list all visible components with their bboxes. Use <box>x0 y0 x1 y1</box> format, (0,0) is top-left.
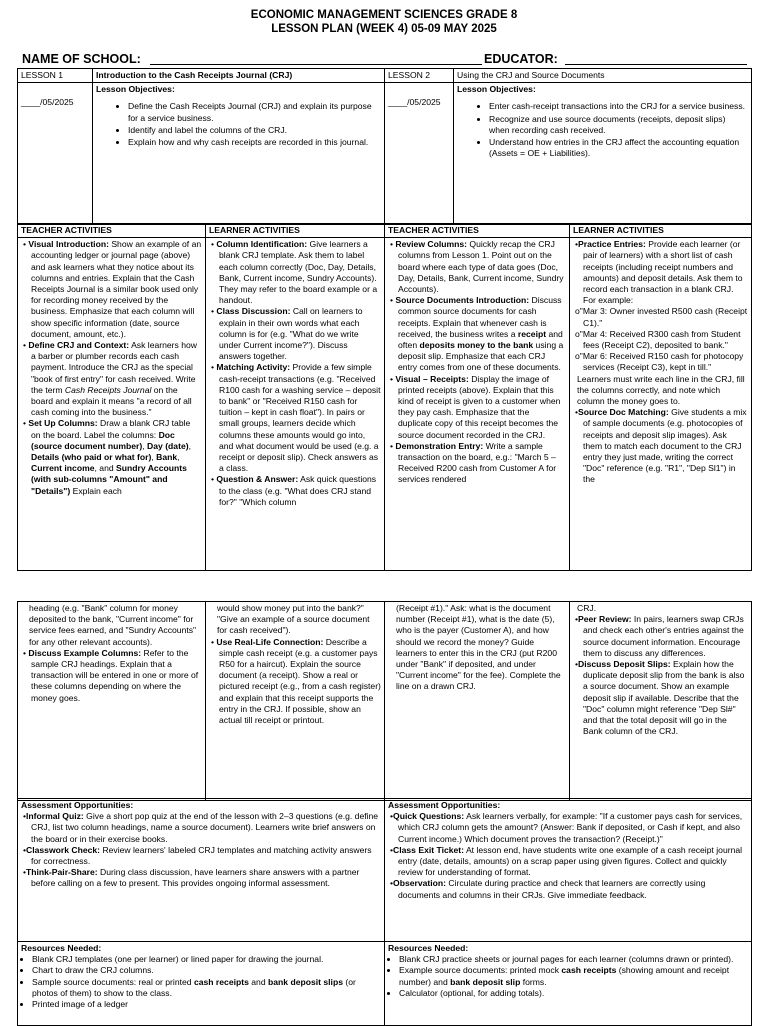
activities-table-bottom <box>17 601 752 801</box>
resources-label: Resources Needed: <box>21 943 102 953</box>
resource-item: • Sample source documents: real or printed cash receipts and bank deposit slips (or photos of them) to show to the class. <box>32 977 381 999</box>
document-subtitle: LESSON PLAN (WEEK 4) 05-09 MAY 2025 <box>271 23 497 35</box>
objective-item: • Understand how entries in the CRJ affect the accounting equation (Assets = OE + Liabilities). <box>489 137 748 159</box>
lesson1-teacher-activities <box>18 238 206 571</box>
activity-item: • Review Columns: Quickly recap the CRJ columns from Lesson 1. Point out on the board where each type of data goes (Doc, Day, Details, Bank, Current income, Sundry Accounts). <box>390 239 564 295</box>
assessment-label: Assessment Opportunities: <box>388 800 501 810</box>
school-name-field[interactable] <box>150 64 482 65</box>
activity-item: • Set Up Columns: Draw a blank CRJ table on the board. Label the columns: Doc (source document number), Day (date), Details (who paid or what for), Bank, Current income, and Sundry Accounts (with sub-columns "Amount" and "Details") Explain each <box>23 418 191 496</box>
activity-item: •Peer Review: In pairs, learners swap CRJs and check each other's entries against the source document information. Encourage them to discuss any differences. <box>575 614 744 658</box>
resource-item: • Chart to draw the CRJ columns. <box>32 965 381 976</box>
lesson1-assessment <box>18 799 385 942</box>
activity-note: Learners must write each line in the CRJ, fill the columns correctly, and note which column the money goes to. <box>577 373 745 407</box>
activity-item: • Visual – Receipts: Display the image of printed receipts (above). Explain that this kind of receipt is given to a customer when they pay cash. Emphasize that the duplicate copy of this receipt becomes the source document recorded in the CRJ. <box>390 373 561 440</box>
resource-item: • Example source documents: printed mock cash receipts (showing amount and receipt number) and bank deposit slip forms. <box>399 965 748 987</box>
activity-item: • Visual Introduction: Show an example of an accounting ledger or journal page (above) and ask learners what they notice about its columns and entries. Explain that the Cash Receipts Journal is a similar book used only for recording money received by the business. Emphasize that each column will show specific information (date, source document, amount, etc.). <box>23 239 202 339</box>
lesson2-label: LESSON 2 <box>385 69 454 83</box>
objectives-label: Lesson Objectives: <box>96 84 175 95</box>
educator-label: EDUCATOR: <box>484 52 558 66</box>
resources-label: Resources Needed: <box>388 943 469 953</box>
lesson1-date[interactable]: ____/05/2025 <box>18 83 93 225</box>
activity-continuation: CRJ. <box>577 603 597 613</box>
objective-item: • Define the Cash Receipts Journal (CRJ) and explain its purpose for a service business. <box>128 101 381 123</box>
activity-item: •Source Doc Matching: Give students a mix of sample documents (e.g. photocopies of receipts and deposit slip images). Ask them to match each document to the CRJ entry they just made, writing the correct "Doc" reference (e.g. "R1", "Dep Sl1") in the <box>575 407 747 485</box>
lesson2-resources <box>385 942 752 1026</box>
lesson2-learner-activities <box>570 238 752 571</box>
assessment-item: •Think-Pair-Share: During class discussion, have learners share answers with a partner before calling on a few to present. This provides ongoing informal assessment. <box>23 867 360 889</box>
example-item: o"Mar 3: Owner invested R500 cash (Receipt C1)." <box>575 306 748 328</box>
document-title: ECONOMIC MANAGEMENT SCIENCES GRADE 8 <box>250 9 518 21</box>
objective-item: • Explain how and why cash receipts are recorded in this journal. <box>128 137 381 148</box>
objective-item: • Recognize and use source documents (receipts, deposit slips) when recording cash received. <box>489 114 748 136</box>
assessment-label: Assessment Opportunities: <box>21 800 134 810</box>
activity-continuation: heading (e.g. "Bank" column for money deposited to the bank, "Current income" for service fees earned, and "Sundry Accounts" for any other relevant accounts). <box>29 603 197 647</box>
lesson2-teacher-activities-cont <box>385 602 570 801</box>
activity-item: • Column Identification: Give learners a blank CRJ template. Ask them to label each column correctly (Doc, Day, Details, Bank, Current income, Sundry Accounts). They may refer to the board example or a handout. <box>211 239 378 306</box>
objectives-label: Lesson Objectives: <box>457 84 536 95</box>
lesson2-objectives <box>454 83 752 225</box>
assessment-item: •Observation: Circulate during practice and check that learners are correctly using documents and columns in their CRJs. Give immediate feedback. <box>390 878 706 900</box>
objective-item: • Identify and label the columns of the CRJ. <box>128 125 381 136</box>
activity-item: • Use Real-Life Connection: Describe a simple cash receipt (e.g. a customer pays R50 for a haircut). Explain the source document (a receipt). Show a real or pictured receipt (e.g., from a cash register) and explain that this receipt supports the entry in the CRJ. If possible, show an actual till receipt or printout. <box>211 636 381 726</box>
activity-item: • Source Documents Introduction: Discuss common source documents for cash receipts. Explain that whenever cash is received, the business writes a receipt and often deposits money to the bank using a deposit slip. Emphasize that each CRJ entry comes from one of these documents. <box>390 295 564 373</box>
teacher-activities-header: TEACHER ACTIVITIES <box>385 224 570 238</box>
lesson2-teacher-activities <box>385 238 570 571</box>
lesson1-learner-activities-cont <box>206 602 385 801</box>
assessment-resources-table <box>17 798 752 1026</box>
lesson1-label: LESSON 1 <box>18 69 93 83</box>
activity-item: • Matching Activity: Provide a few simple cash-receipt transactions (e.g. "Received R100 cash for a washing service – deposit to bank" or "Received R150 cash for tuition – kept in cash float"). In pairs or small groups, learners decide which columns these amounts would go into, and what document would be used (e.g. a receipt or deposit slip). Check answers as a class. <box>211 362 381 474</box>
objective-item: • Enter cash-receipt transactions into the CRJ for a service business. <box>489 101 748 112</box>
lesson1-title: Introduction to the Cash Receipts Journal (CRJ) <box>93 69 385 83</box>
activity-item: •Discuss Deposit Slips: Explain how the duplicate deposit slip from the bank is also a source document. Show an example deposit slip if available. Describe that the "Doc" column might reference "Dep Sl#" and that the total deposit will go in the Bank column of the CRJ. <box>575 659 745 737</box>
lesson2-assessment <box>385 799 752 942</box>
assessment-item: •Classwork Check: Review learners' labeled CRJ templates and matching activity answers for correctness. <box>23 844 372 867</box>
assessment-item: •Informal Quiz: Give a short pop quiz at the end of the lesson with 2–3 questions (e.g. define CRJ, list two column headings, name a source document). Learners write brief answers on the board or in their exercise books. <box>23 811 379 844</box>
lesson1-resources <box>18 942 385 1026</box>
school-label: NAME OF SCHOOL: <box>22 52 141 66</box>
activity-item: • Define CRJ and Context: Ask learners how a barber or plumber records each cash payment. Introduce the CRJ as the special "book of first entry" for cash received. Write the term Cash Receipts Journal on the board and explain it means "a record of all cash coming into the business." <box>23 340 197 418</box>
activity-item: •Practice Entries: Provide each learner (or pair of learners) with a short list of cash receipts (including receipt numbers and amounts) and deposit details. Ask them to record each transaction in a blank CRJ. For example: <box>575 239 743 306</box>
assessment-item: •Class Exit Ticket: At lesson end, have students write one example of a cash receipt journal entry (date, details, amounts) on a scrap paper using given figures. Collect and quickly review for understanding of format. <box>390 844 743 878</box>
resource-item: • Printed image of a ledger <box>32 999 381 1010</box>
resource-item: • Calculator (optional, for adding totals). <box>399 988 748 999</box>
lesson1-learner-activities <box>206 238 385 571</box>
lesson1-teacher-activities-cont <box>18 602 206 801</box>
lesson2-date[interactable]: ____/05/2025 <box>385 83 454 225</box>
activity-continuation: would show money put into the bank?" "Give an example of a source document for cash received"). <box>217 603 370 636</box>
activities-table-top <box>17 223 752 571</box>
learner-activities-header: LEARNER ACTIVITIES <box>206 224 385 238</box>
lesson2-learner-activities-cont <box>570 602 752 801</box>
teacher-activities-header: TEACHER ACTIVITIES <box>18 224 206 238</box>
learner-activities-header: LEARNER ACTIVITIES <box>570 224 752 238</box>
assessment-item: •Quick Questions: Ask learners verbally, for example: "If a customer pays cash for services, which CRJ column gets the amount? (Answer: Bank if deposited, or Cash if kept, and also Current income.) Which document proves the transaction? (Receipt.)" <box>390 811 743 844</box>
activity-item: • Discuss Example Columns: Refer to the sample CRJ headings. Explain that a transaction will be entered in one or more of these columns depending on where the money goes. <box>23 647 199 703</box>
educator-name-field[interactable] <box>565 64 747 65</box>
example-item: o"Mar 4: Received R300 cash from Student fees (Receipt C2), deposited to bank." <box>575 328 741 351</box>
activity-item: • Question & Answer: Ask quick questions to the class (e.g. "What does CRJ stand for?" "Which column <box>211 474 377 507</box>
lesson1-objectives <box>93 83 385 225</box>
activity-continuation: (Receipt #1)." Ask: what is the document number (Receipt #1), what is the date (5), who is the payer (Customer A), and how should we record the money? Guide learners to enter this in the CRJ (put R200 under "Bank" if deposited, and under "Current income" for the fee). Complete the line on a drawn CRJ. <box>396 603 561 692</box>
example-item: o"Mar 6: Received R150 cash for photocopy services (Receipt C3), kept in till." <box>575 351 744 373</box>
lesson2-title: Using the CRJ and Source Documents <box>454 69 752 83</box>
resource-item: • Blank CRJ practice sheets or journal pages for each learner (columns drawn or printed). <box>399 954 748 965</box>
resource-item: • Blank CRJ templates (one per learner) or lined paper for drawing the journal. <box>32 954 381 965</box>
activity-item: • Class Discussion: Call on learners to explain in their own words what each column is for (e.g. "What do we write under Current income?"). Discuss answers together. <box>211 306 363 362</box>
activity-item: • Demonstration Entry: Write a sample transaction on the board, e.g.: "March 5 – Received R200 cash from Customer A for services rendered <box>390 440 557 485</box>
lesson-table-top <box>17 68 752 225</box>
